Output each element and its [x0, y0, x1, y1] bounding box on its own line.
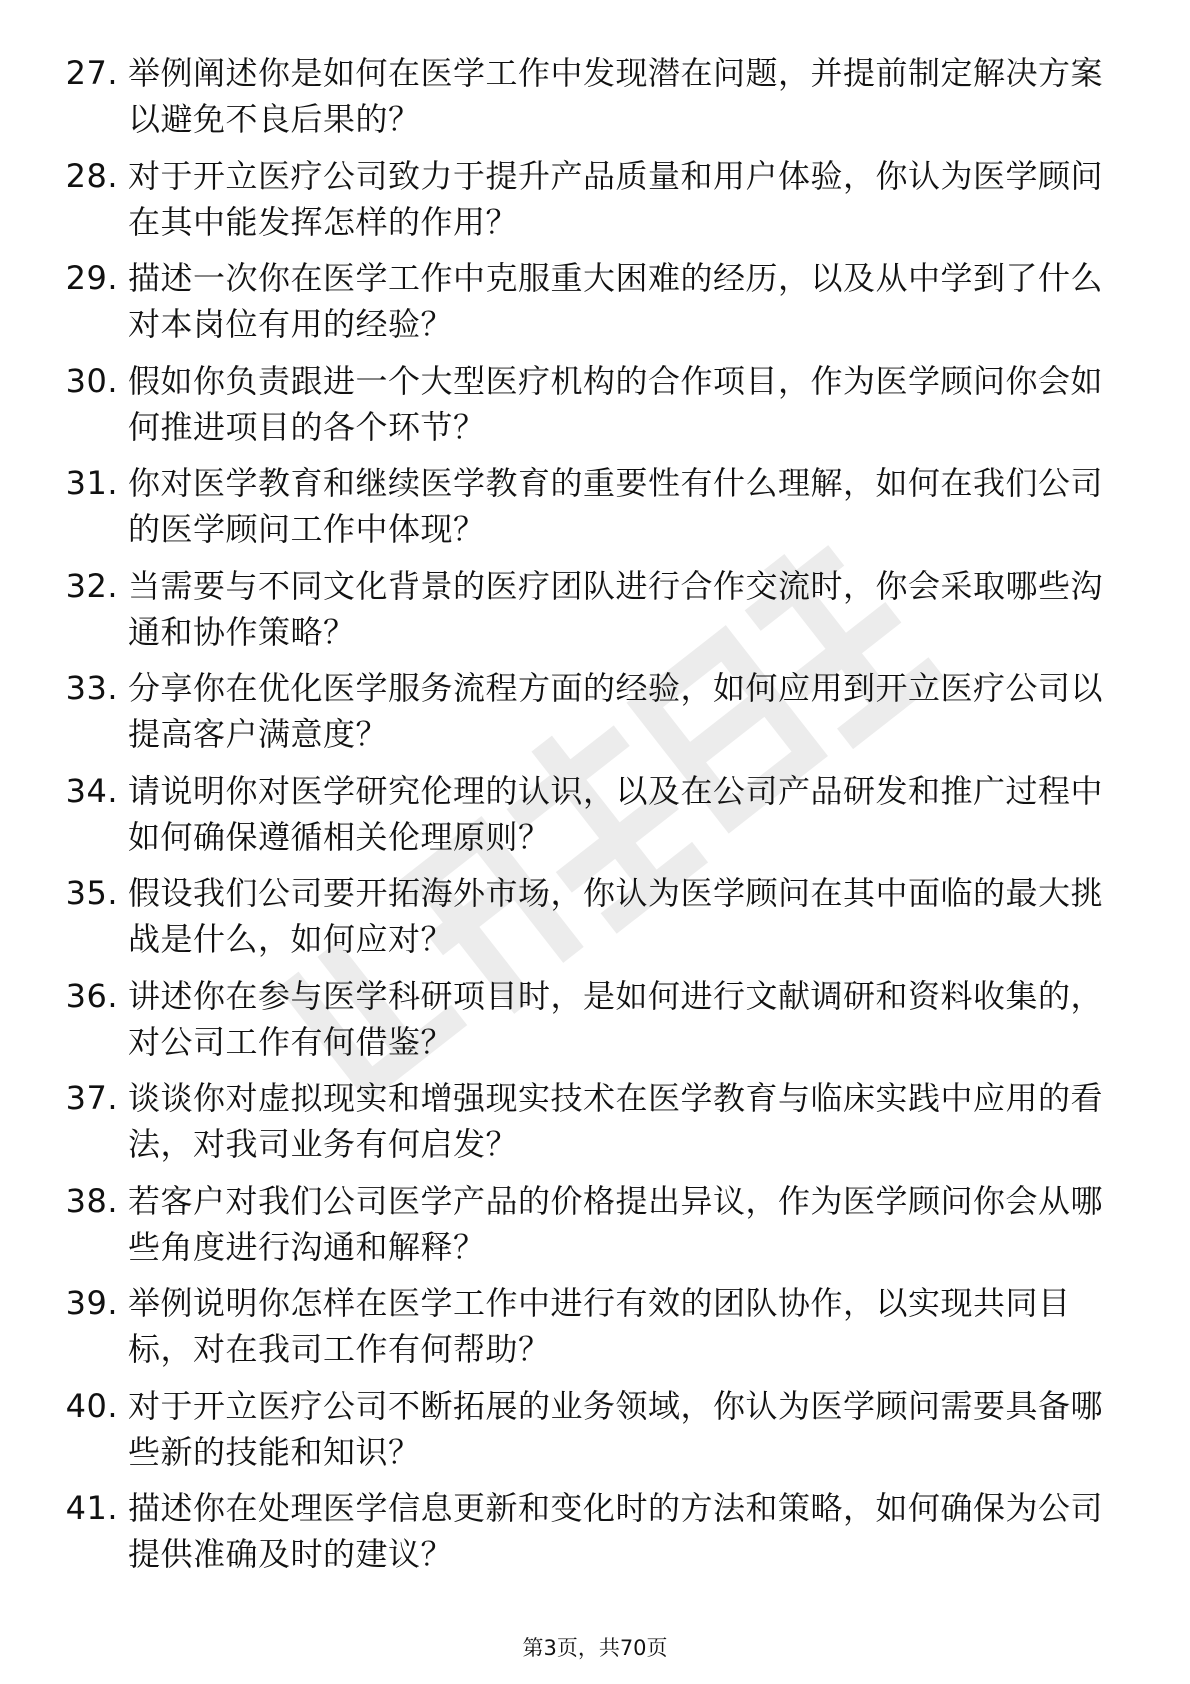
question-item [56, 1178, 1116, 1281]
question-text: 分享你在优化医学服务流程方面的经验，如何应用到开立医疗公司以提高客户满意度？ [128, 669, 1104, 753]
question-item [56, 460, 1116, 563]
question-item [56, 563, 1116, 666]
question-item [56, 1075, 1116, 1178]
question-text: 你对医学教育和继续医学教育的重要性有什么理解，如何在我们公司的医学顾问工作中体现？ [128, 464, 1104, 548]
question-text: 举例说明你怎样在医学工作中进行有效的团队协作，以实现共同目标，对在我司工作有何帮助？ [128, 1284, 1071, 1368]
question-number: 33. [65, 669, 118, 707]
question-text: 描述你在处理医学信息更新和变化时的方法和策略，如何确保为公司提供准确及时的建议？ [128, 1489, 1104, 1573]
question-number: 40. [65, 1386, 118, 1425]
question-number: 35. [65, 874, 118, 912]
question-text: 请说明你对医学研究伦理的认识，以及在公司产品研发和推广过程中如何确保遵循相关伦理原则？ [128, 771, 1104, 856]
question-text: 对于开立医疗公司不断拓展的业务领域，你认为医学顾问需要具备哪些新的技能和知识？ [128, 1386, 1104, 1471]
question-item [56, 255, 1116, 358]
question-number: 36. [65, 976, 118, 1015]
question-item [56, 1485, 1116, 1588]
question-list [56, 50, 1116, 1588]
question-item [56, 1280, 1116, 1383]
question-item [56, 358, 1116, 461]
question-item [56, 973, 1116, 1076]
question-text: 举例阐述你是如何在医学工作中发现潜在问题，并提前制定解决方案以避免不良后果的？ [128, 54, 1104, 138]
question-number: 29. [65, 259, 118, 297]
question-text: 描述一次你在医学工作中克服重大困难的经历，以及从中学到了什么对本岗位有用的经验？ [128, 259, 1104, 343]
question-number: 34. [65, 771, 118, 810]
question-number: 28. [65, 156, 118, 195]
question-text: 讲述你在参与医学科研项目时，是如何进行文献调研和资料收集的，对公司工作有何借鉴？ [128, 976, 1104, 1061]
question-item [56, 153, 1116, 256]
question-number: 39. [65, 1284, 118, 1322]
question-text: 对于开立医疗公司致力于提升产品质量和用户体验，你认为医学顾问在其中能发挥怎样的作用？ [128, 156, 1104, 241]
question-number: 41. [65, 1489, 118, 1527]
question-item [56, 665, 1116, 768]
question-item [56, 50, 1116, 153]
question-number: 30. [65, 361, 118, 400]
question-text: 假如你负责跟进一个大型医疗机构的合作项目，作为医学顾问你会如何推进项目的各个环节？ [128, 361, 1104, 446]
question-text: 假设我们公司要开拓海外市场，你认为医学顾问在其中面临的最大挑战是什么，如何应对？ [128, 874, 1104, 958]
question-number: 32. [65, 566, 118, 605]
question-text: 若客户对我们公司医学产品的价格提出异议，作为医学顾问你会从哪些角度进行沟通和解释？ [128, 1181, 1104, 1266]
question-text: 当需要与不同文化背景的医疗团队进行合作交流时，你会采取哪些沟通和协作策略？ [128, 566, 1104, 651]
question-number: 37. [65, 1079, 118, 1117]
question-number: 27. [65, 54, 118, 92]
question-text: 谈谈你对虚拟现实和增强现实技术在医学教育与临床实践中应用的看法，对我司业务有何启发？ [128, 1079, 1104, 1163]
question-number: 38. [65, 1181, 118, 1220]
question-item [56, 768, 1116, 871]
page-footer [0, 1634, 1190, 1662]
page-number-label: 第3页，共70页 [522, 1636, 668, 1660]
question-number: 31. [65, 464, 118, 502]
question-item [56, 870, 1116, 973]
question-item [56, 1383, 1116, 1486]
